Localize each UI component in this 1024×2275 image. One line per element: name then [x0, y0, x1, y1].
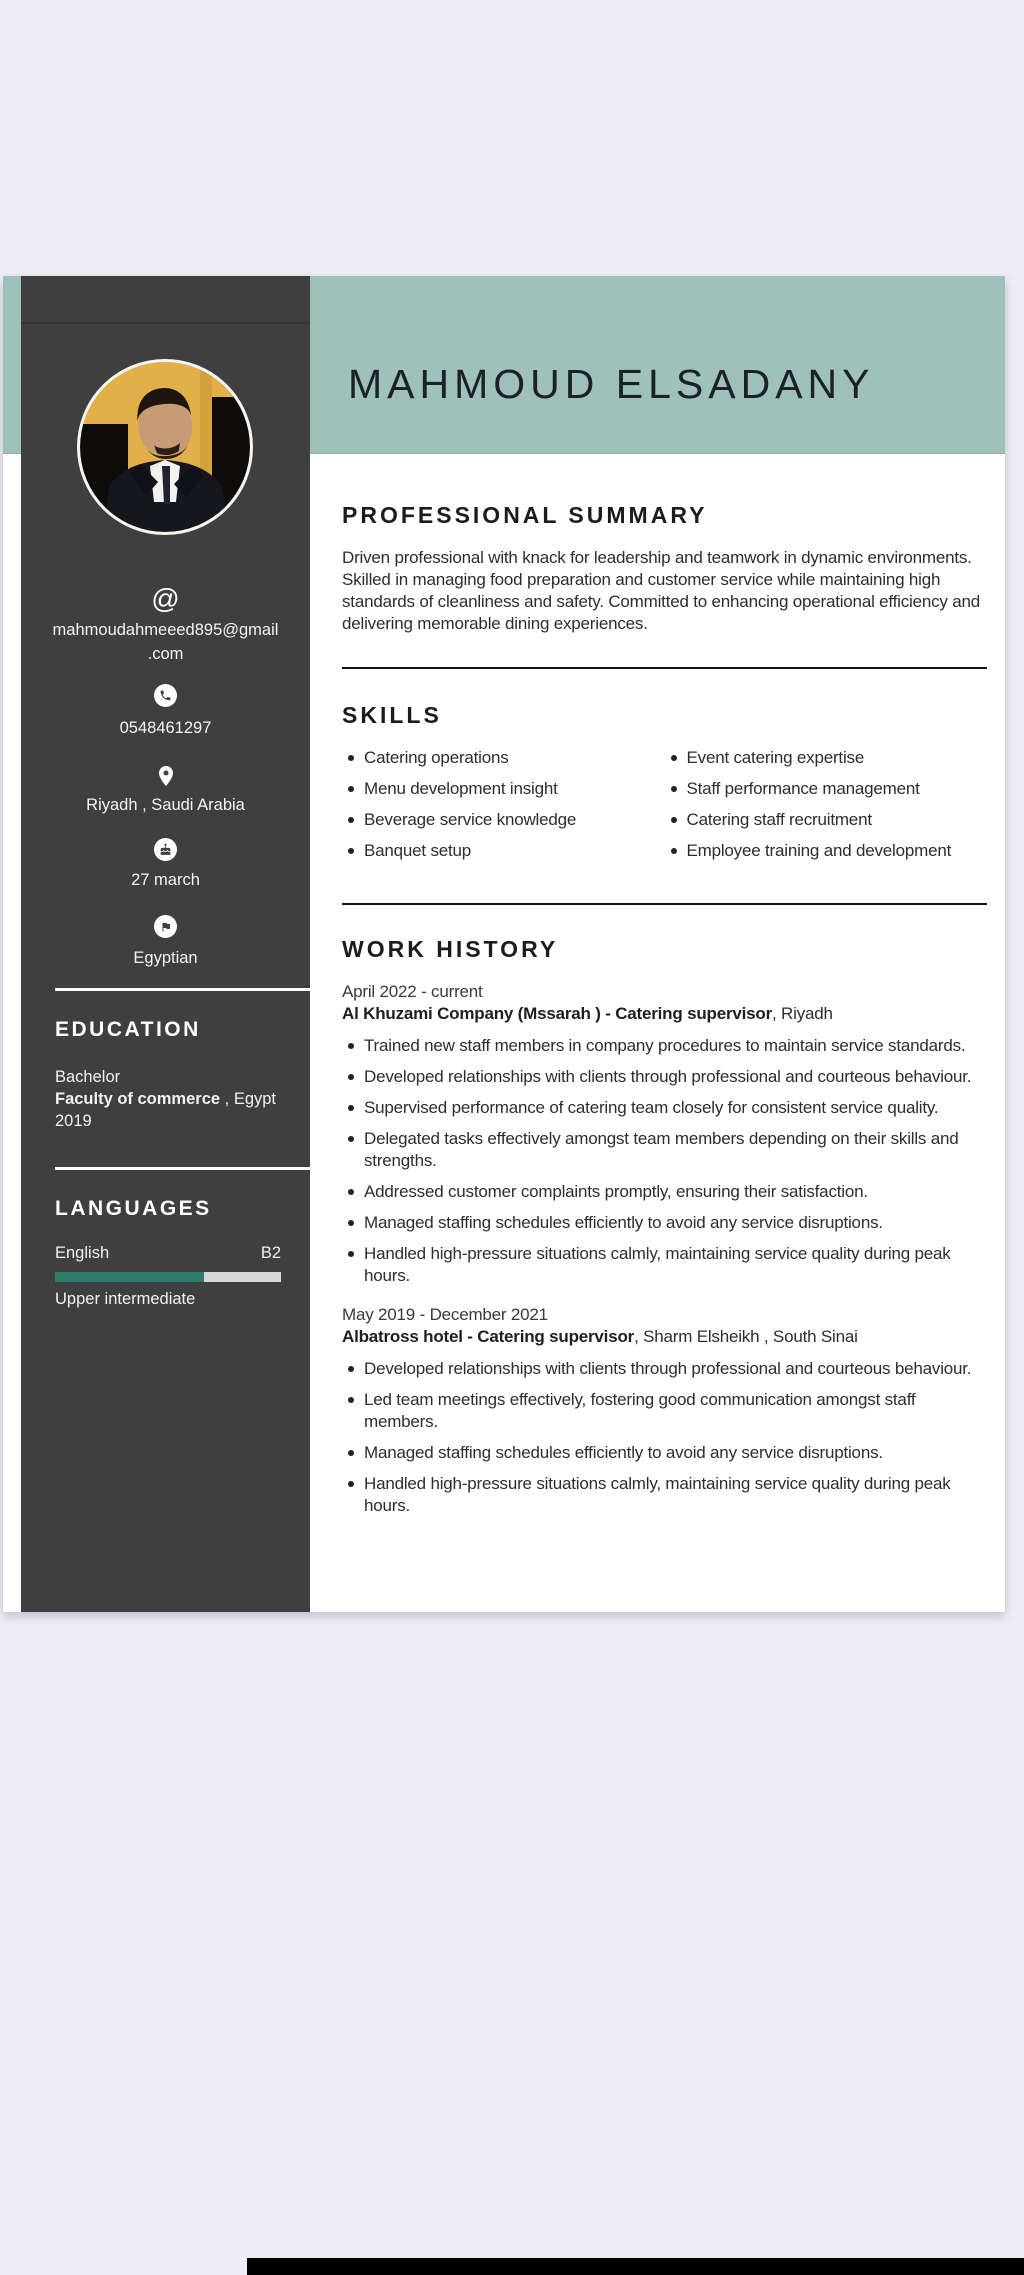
job-bullet: Trained new staff members in company procedures to maintain service standards. [342, 1035, 987, 1057]
job-bullet: Managed staffing schedules efficiently to avoid any service disruptions. [342, 1212, 987, 1234]
education-school-line [55, 1088, 286, 1110]
job-bullet: Handled high-pressure situations calmly, maintaining service quality during peak hours. [342, 1473, 987, 1517]
job-title [342, 1003, 987, 1025]
job-bullet: Handled high-pressure situations calmly, maintaining service quality during peak hours. [342, 1243, 987, 1287]
section-divider [342, 667, 987, 669]
job-title-location: , Riyadh [772, 1004, 833, 1023]
skills-column-right [665, 747, 988, 871]
at-sign-icon: @ [151, 583, 180, 614]
language-progress-fill [55, 1272, 204, 1282]
profile-photo-illustration [80, 362, 250, 532]
education-entry [55, 1066, 286, 1132]
birthday-value: 27 march [131, 871, 200, 889]
nationality-value: Egyptian [133, 949, 198, 967]
job-bullet: Developed relationships with clients through professional and courteous behaviour. [342, 1066, 987, 1088]
language-level-code: B2 [260, 1244, 281, 1262]
languages-heading: LANGUAGES [55, 1197, 212, 1220]
main-content [342, 453, 987, 1526]
job-bullet: Delegated tasks effectively amongst team members depending on their skills and strengths. [342, 1128, 987, 1172]
cake-icon [154, 838, 177, 861]
education-heading: EDUCATION [55, 1018, 201, 1041]
skill-item: Catering operations [342, 747, 665, 769]
email-line2: .com [147, 645, 184, 663]
job-bullet: Managed staffing schedules efficiently to avoid any service disruptions. [342, 1442, 987, 1464]
job-bullet-list [342, 1358, 987, 1517]
language-progress-bar [55, 1272, 281, 1282]
skill-item: Menu development insight [342, 778, 665, 800]
job-dates: May 2019 - December 2021 [342, 1305, 548, 1324]
skill-item: Event catering expertise [665, 747, 988, 769]
email-value [21, 618, 310, 666]
skill-item: Beverage service knowledge [342, 809, 665, 831]
job-title-company: Al Khuzami Company (Mssarah ) - Catering supervisor [342, 1004, 772, 1023]
job-title [342, 1326, 987, 1348]
job-title-company: Albatross hotel - Catering supervisor [342, 1327, 635, 1346]
job-bullet: Addressed customer complaints promptly, ensuring their satisfaction. [342, 1181, 987, 1203]
education-school-suffix: , Egypt [220, 1090, 277, 1108]
job-bullet-list [342, 1035, 987, 1287]
birthday-icon-row [21, 838, 310, 863]
system-bottom-bar [247, 2258, 1024, 2275]
language-level-label: Upper intermediate [55, 1290, 196, 1308]
language-row [55, 1244, 281, 1263]
email-line1: mahmoudahmeeed895@gmail [52, 621, 279, 639]
map-pin-icon [154, 763, 178, 789]
education-degree: Bachelor [55, 1068, 121, 1086]
profile-photo [77, 359, 253, 535]
sidebar-divider [55, 1167, 310, 1170]
summary-heading: PROFESSIONAL SUMMARY [342, 502, 708, 528]
sidebar [21, 276, 310, 1612]
job-bullet: Supervised performance of catering team closely for consistent service quality. [342, 1097, 987, 1119]
job-dates: April 2022 - current [342, 982, 483, 1001]
sidebar-divider [55, 988, 310, 991]
nationality-icon-row [21, 915, 310, 940]
education-school: Faculty of commerce [55, 1090, 221, 1108]
location-icon-row [21, 763, 310, 796]
job-title-location: , Sharm Elsheikh , South Sinai [634, 1327, 858, 1346]
skill-item: Catering staff recruitment [665, 809, 988, 831]
sidebar-seam-divider [21, 322, 310, 324]
language-name: English [55, 1244, 110, 1262]
resume-page [3, 276, 1005, 1612]
work-history-heading: WORK HISTORY [342, 936, 559, 962]
email-icon-row [21, 583, 310, 615]
page-title: MAHMOUD ELSADANY [348, 361, 875, 407]
section-divider [342, 903, 987, 905]
skill-item: Staff performance management [665, 778, 988, 800]
flag-icon [154, 915, 177, 938]
phone-value: 0548461297 [119, 719, 212, 737]
summary-paragraph: Driven professional with knack for leadership and teamwork in dynamic environments. Skilled in managing food preparation and customer service while maintaining high standards of cleanliness and safety. Committed to enhancing operational efficiency and delivering memorable dining experiences. [342, 548, 981, 633]
education-year: 2019 [55, 1112, 92, 1130]
job-bullet: Developed relationships with clients through professional and courteous behaviour. [342, 1358, 987, 1380]
skill-item: Employee training and development [665, 840, 988, 862]
job-entry [342, 981, 987, 1287]
skills-column-left [342, 747, 665, 871]
skills-heading: SKILLS [342, 702, 442, 728]
skills-columns [342, 747, 987, 871]
job-bullet: Led team meetings effectively, fostering good communication amongst staff members. [342, 1389, 987, 1433]
skill-item: Banquet setup [342, 840, 665, 862]
job-entry [342, 1304, 987, 1517]
phone-icon [154, 684, 177, 707]
location-value: Riyadh , Saudi Arabia [86, 796, 245, 814]
phone-icon-row [21, 684, 310, 709]
